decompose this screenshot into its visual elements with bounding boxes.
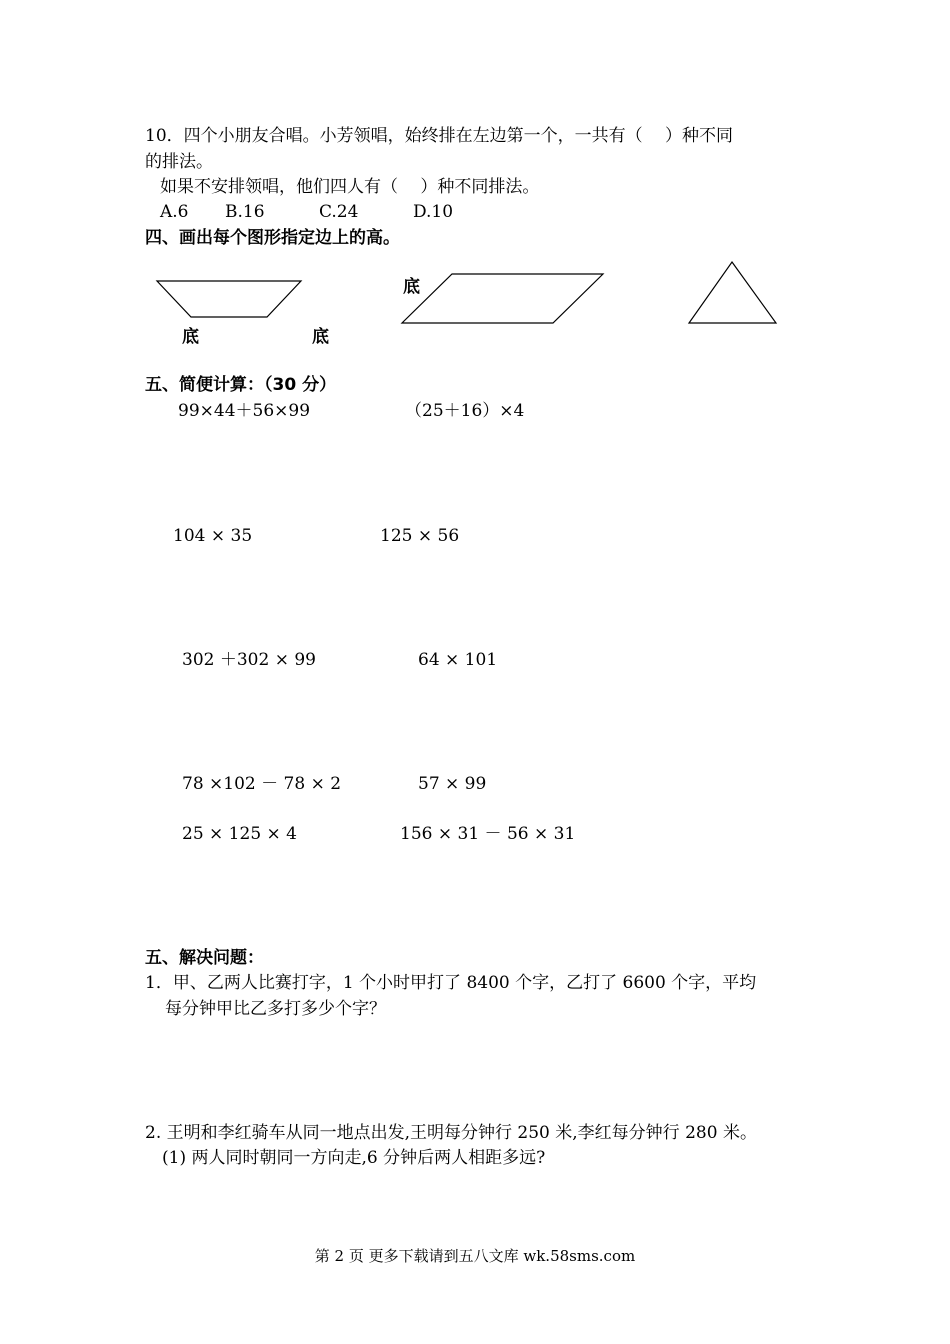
q10-line3: 如果不安排领唱，他们四人有（ ）种不同排法。 xyxy=(160,177,540,197)
expr-5: 302 ＋302 × 99 xyxy=(182,650,316,670)
trapezoid-base-label: 底 xyxy=(182,327,199,347)
expr-8: 57 × 99 xyxy=(418,774,487,794)
expr-4: 125 × 56 xyxy=(380,526,460,546)
q10-option-d: D.10 xyxy=(413,202,454,222)
trapezoid-shape xyxy=(157,281,301,317)
expr-1: 99×44＋56×99 xyxy=(178,401,311,421)
page-footer: 第 2 页 更多下载请到五八文库 wk.58sms.com xyxy=(314,1247,636,1265)
section4-title: 四、画出每个图形指定边上的高。 xyxy=(145,228,400,248)
q10-option-c: C.24 xyxy=(319,202,359,222)
q10-line2: 的排法。 xyxy=(145,152,213,172)
expr-2: （25＋16）×4 xyxy=(405,401,525,421)
parallelogram-shape xyxy=(402,274,603,323)
section6-title: 五、解决问题： xyxy=(145,948,264,968)
problem1-line1: 1．甲、乙两人比赛打字，1 个小时甲打了 8400 个字，乙打了 6600 个字，平均 xyxy=(145,973,757,993)
problem1-line2: 每分钟甲比乙多打多少个字？ xyxy=(165,999,386,1019)
q10-option-b: B.16 xyxy=(225,202,265,222)
expr-3: 104 × 35 xyxy=(173,526,253,546)
q10-option-a: A.6 xyxy=(160,202,189,222)
expr-9: 25 × 125 × 4 xyxy=(182,824,297,844)
problem2-line1: 2. 王明和李红骑车从同一地点出发,王明每分钟行 250 米,李红每分钟行 280 米。 xyxy=(145,1123,757,1143)
expr-10: 156 × 31 － 56 × 31 xyxy=(400,824,576,844)
expr-6: 64 × 101 xyxy=(418,650,498,670)
section5-title: 五、简便计算：（30 分） xyxy=(145,375,337,395)
parallelogram-base-label: 底 xyxy=(403,277,420,297)
q10-line1: 10．四个小朋友合唱。小芳领唱，始终排在左边第一个，一共有（ ）种不同 xyxy=(145,126,734,146)
problem2-line2: (1) 两人同时朝同一方向走,6 分钟后两人相距多远? xyxy=(162,1148,546,1168)
trapezoid-base-label-2: 底 xyxy=(312,327,329,347)
triangle-shape xyxy=(689,262,776,323)
expr-7: 78 ×102 － 78 × 2 xyxy=(182,774,342,794)
